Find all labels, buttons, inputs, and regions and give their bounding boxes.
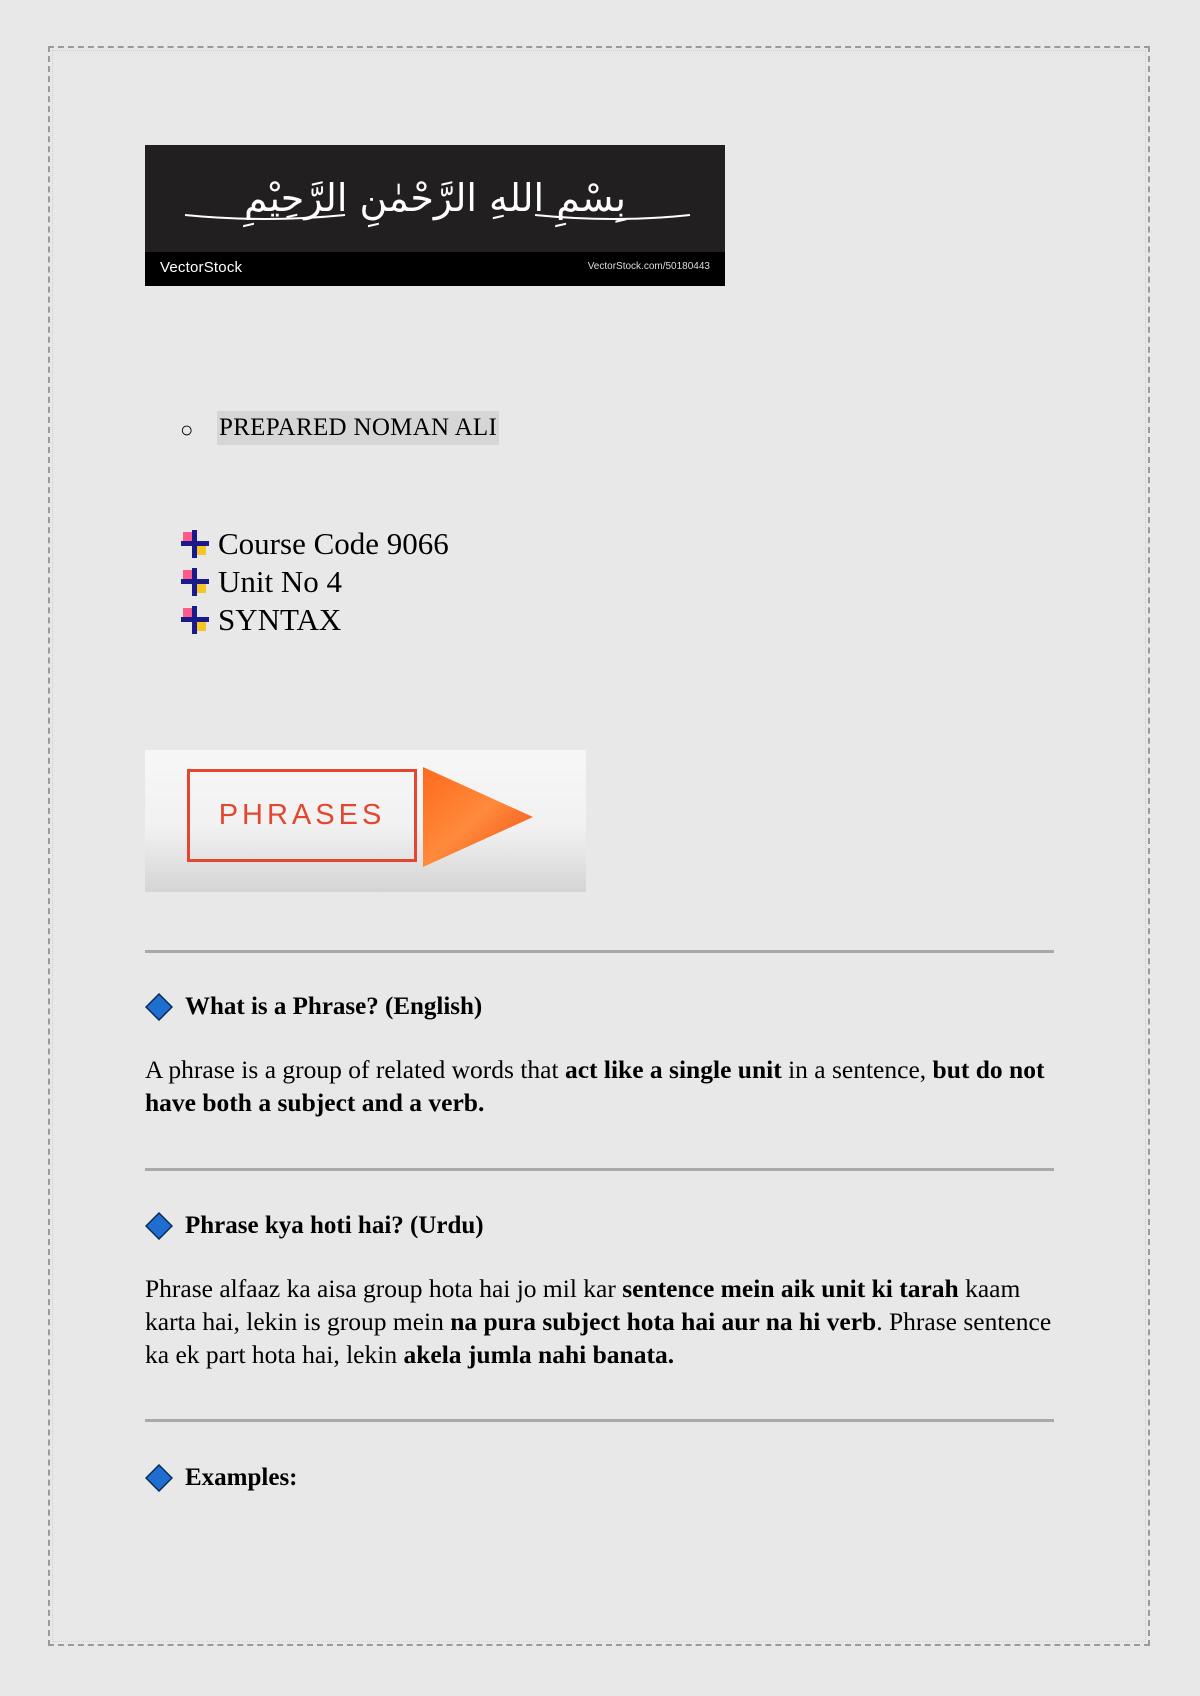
english-definition-paragraph [145,1053,1065,1119]
section-heading-urdu [145,1212,484,1240]
phrases-label: PHRASES [218,799,386,831]
bismillah-text: بِسْمِ اللهِ الرَّحْمٰنِ الرَّحِيْمِ [244,176,626,220]
heading-text: Phrase kya hoti hai? (Urdu) [185,1212,484,1239]
bold-run: sentence mein aik unit ki tarah [622,1274,959,1303]
bold-run: akela jumla nahi banata. [403,1340,675,1369]
section-heading-examples [145,1464,298,1492]
bold-run: na pura subject hota hai aur na hi verb [450,1307,877,1336]
text-run: kaam karta hai, lekin is group mein [145,1274,1021,1336]
course-code: Course Code 9066 [218,526,449,561]
bold-run: but do not have both a subject and a verb. [145,1055,1045,1117]
divider [145,1168,1054,1171]
diamond-icon [145,993,173,1021]
section-heading-english [145,993,482,1021]
prepared-by-label: PREPARED NOMAN ALI [217,411,499,445]
bismillah-calligraphy [145,145,725,251]
watermark-url: VectorStock.com/50180443 [587,261,710,272]
bold-run: act like a single unit [564,1055,782,1084]
list-item [180,601,449,639]
unit-number: Unit No 4 [218,564,342,599]
list-item [180,563,449,601]
heading-text: Examples: [185,1464,298,1491]
heading-text: What is a Phrase? (English) [185,993,483,1020]
watermark-strip [145,252,725,286]
play-arrow-icon [423,767,533,867]
circle-bullet-icon: ○ [180,417,194,442]
cross-bullet-icon [180,567,210,597]
topic-name: SYNTAX [218,602,342,637]
cross-bullet-icon [180,529,210,559]
course-info-list [180,525,449,639]
text-run: . Phrase sentence ka ek part hota hai, lekin [145,1307,1052,1369]
divider [145,1419,1054,1422]
diamond-icon [145,1212,173,1240]
divider [145,950,1054,953]
phrases-title-image [145,750,586,892]
watermark-brand: VectorStock [160,259,243,276]
phrases-label-box [187,769,417,862]
urdu-definition-paragraph [145,1272,1065,1371]
bismillah-banner-image [145,145,725,286]
text-run: in a sentence, [781,1055,933,1084]
diamond-icon [145,1464,173,1492]
cross-bullet-icon [180,605,210,635]
text-run: Phrase alfaaz ka aisa group hota hai jo mil kar [145,1274,623,1303]
list-item [180,525,449,563]
text-run: A phrase is a group of related words that [145,1055,565,1084]
